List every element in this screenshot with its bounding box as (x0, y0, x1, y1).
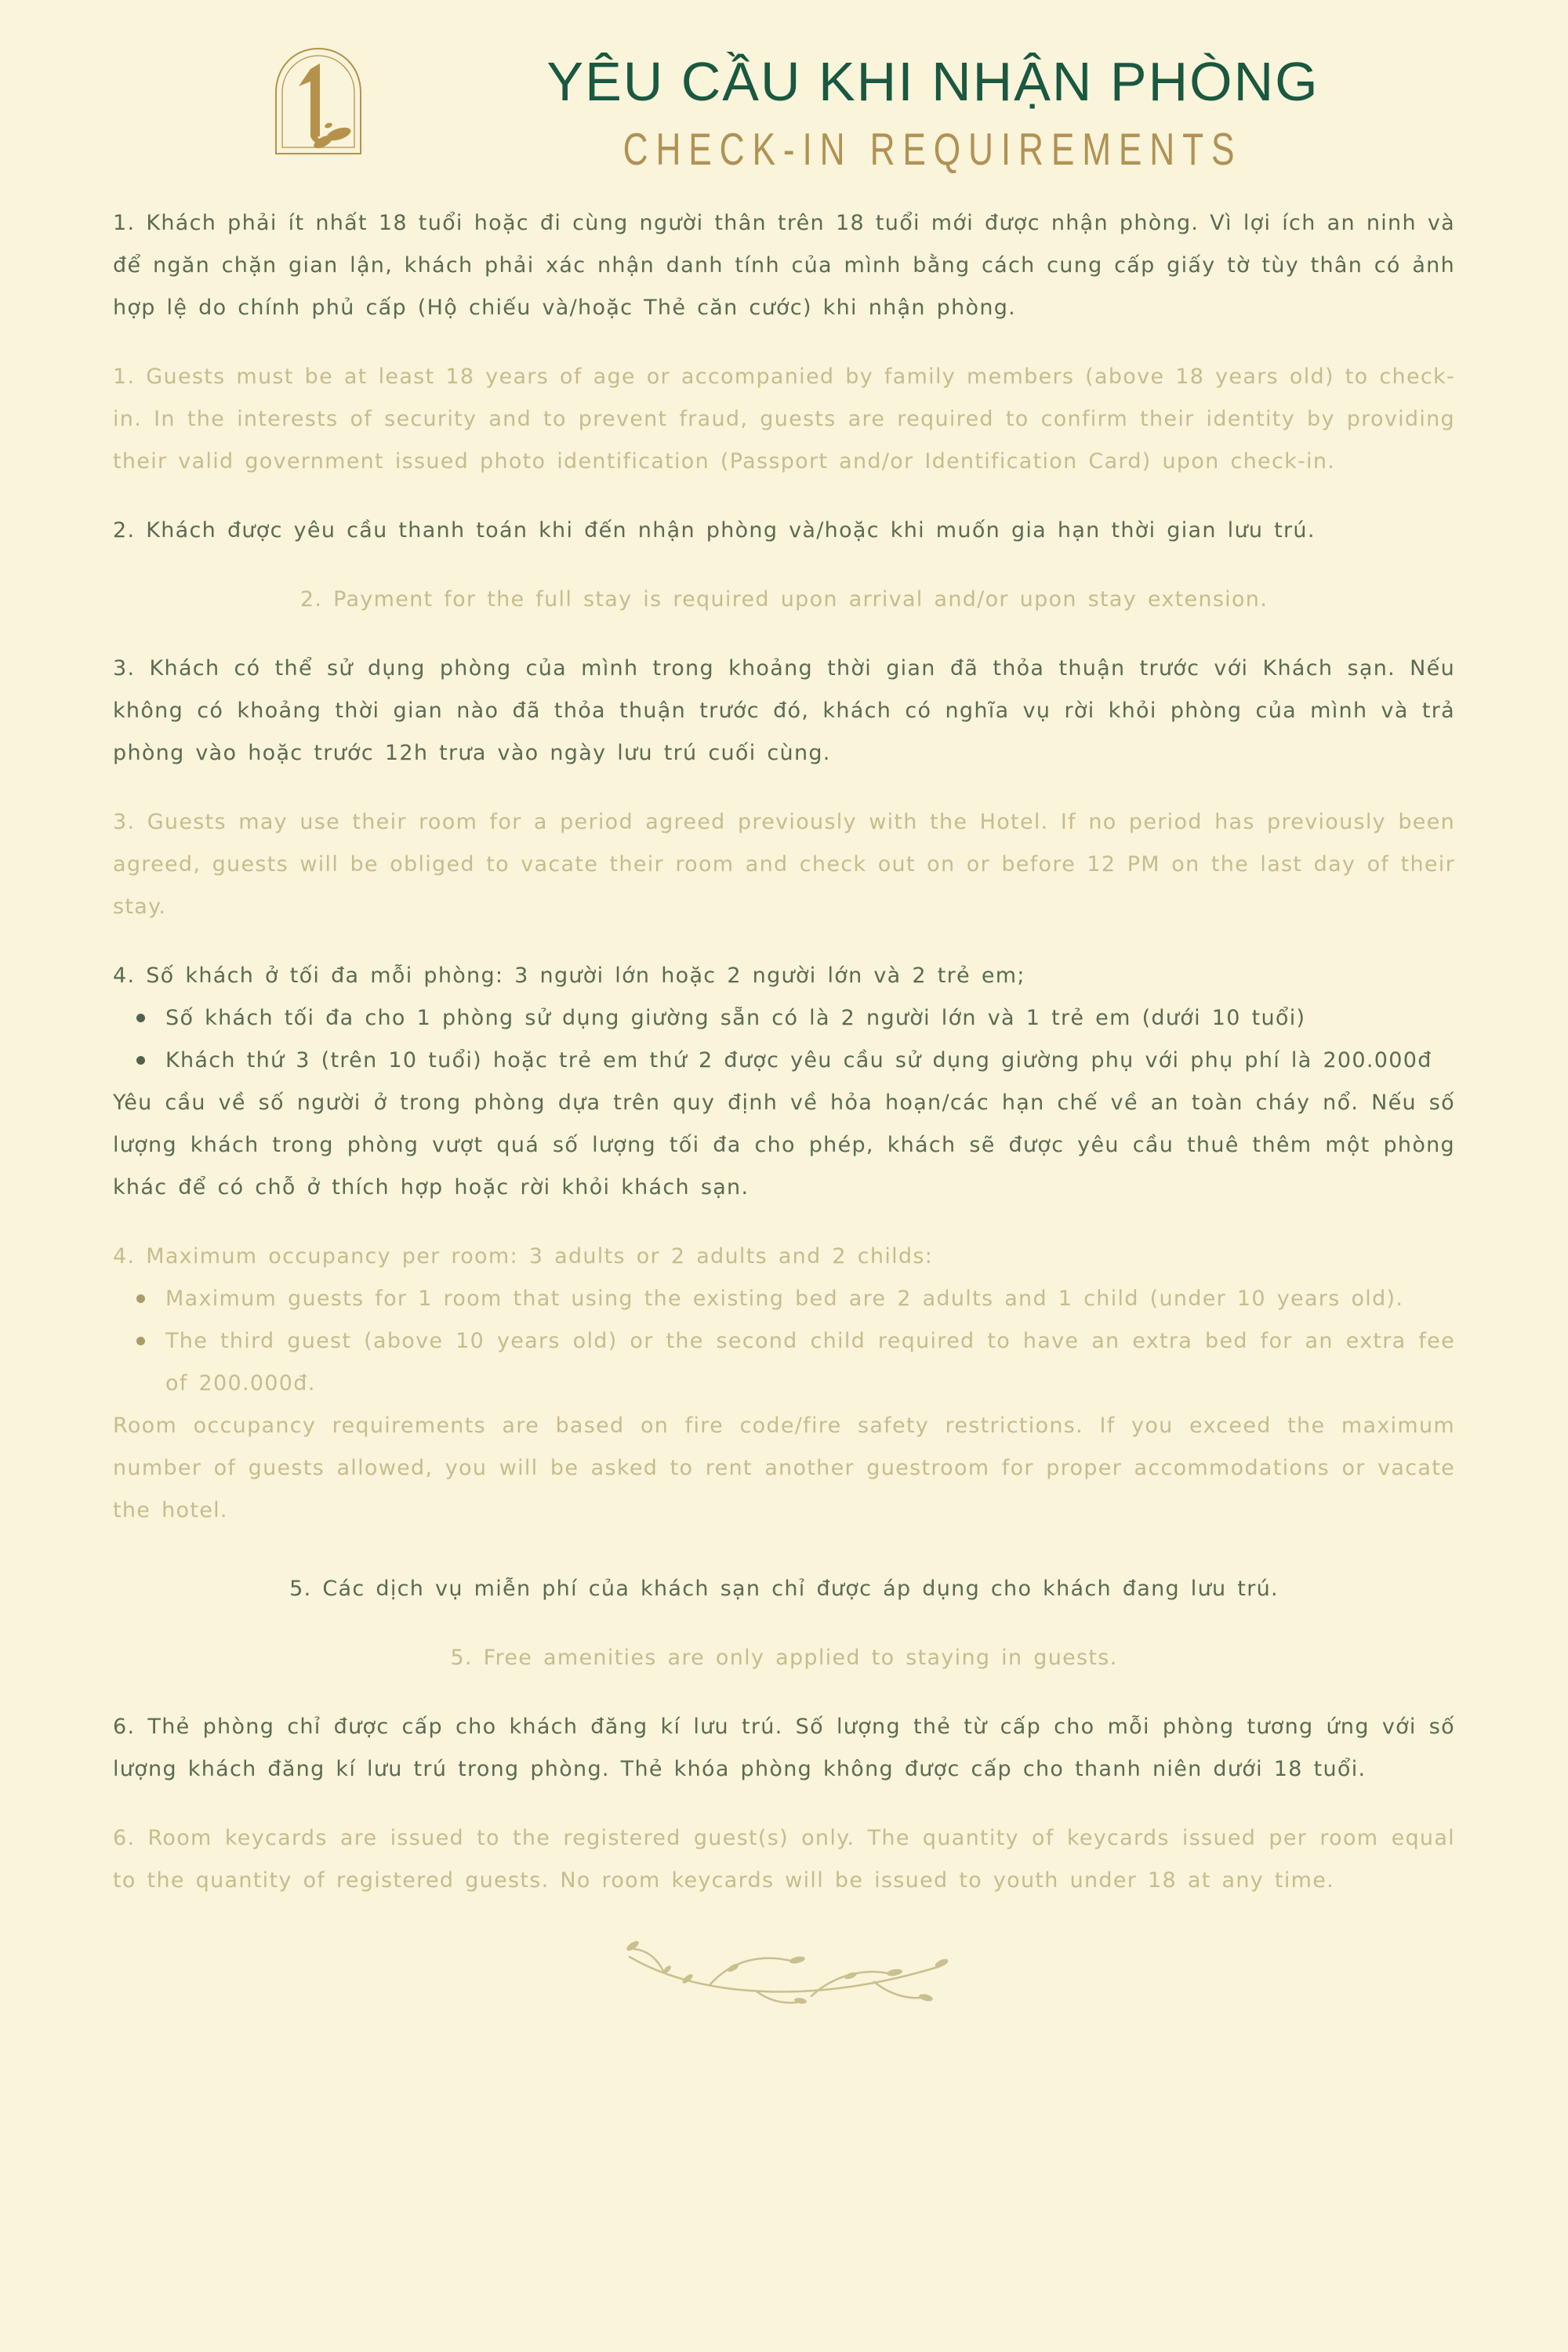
title-block (486, 49, 1380, 175)
list-item (113, 1278, 1455, 1320)
rule-4-vietnamese-note: Yêu cầu về số người ở trong phòng dựa trên quy định về hỏa hoạn/các hạn chế về an toàn cháy nổ. Nếu số lượng khách trong phòng vượt quá số lượng tối đa cho phép, khách sẽ được yêu cầu thuê thêm một phòng khác để có chỗ ở thích hợp hoặc rời khỏi khách sạn. (113, 1091, 1455, 1200)
list-item (113, 1320, 1455, 1405)
bullet-text: Khách thứ 3 (trên 10 tuổi) hoặc trẻ em thứ 2 được yêu cầu sử dụng giường phụ với phụ phí là 200.000đ (165, 1048, 1432, 1073)
bullet-text: The third guest (above 10 years old) or the second child required to have an extra bed for an extra fee of 200.000đ. (165, 1329, 1455, 1396)
document-header (0, 0, 1568, 202)
botanical-branch-icon (615, 1929, 953, 2010)
rule-4-english (113, 1236, 1455, 1532)
rule-4-english-intro: 4. Maximum occupancy per room: 3 adults or 2 adults and 2 childs: (113, 1244, 934, 1269)
rule-6-vietnamese: 6. Thẻ phòng chỉ được cấp cho khách đăng kí lưu trú. Số lượng thẻ từ cấp cho mỗi phòng tương ứng với số lượng khách đăng kí lưu trú trong phòng. Thẻ khóa phòng không được cấp cho thanh niên dưới 18 tuổi. (113, 1715, 1455, 1781)
bullet-dot-icon (136, 1337, 145, 1345)
rules-list (0, 202, 1568, 1902)
rule-3-vietnamese: 3. Khách có thể sử dụng phòng của mình trong khoảng thời gian đã thỏa thuận trước với Khách sạn. Nếu không có khoảng thời gian nào đã thỏa thuận trước đó, khách có nghĩa vụ rời khỏi phòng của mình và trả phòng vào hoặc trước 12h trưa vào ngày lưu trú cuối cùng. (113, 656, 1455, 765)
page-title: YÊU CẦU KHI NHẬN PHÒNG (546, 51, 1319, 112)
rule-5-vietnamese: 5. Các dịch vụ miễn phí của khách sạn chỉ được áp dụng cho khách đang lưu trú. (289, 1577, 1279, 1601)
rule-3-english: 3. Guests may use their room for a period agreed previously with the Hotel. If no period has previously been agreed, guests will be obliged to vacate their room and check out on or before 12 PM on the last day of their stay. (113, 810, 1455, 919)
rule-4-vietnamese (113, 955, 1455, 1209)
bullet-dot-icon (136, 1294, 145, 1303)
list-item (113, 1040, 1455, 1082)
bullet-text: Maximum guests for 1 room that using the existing bed are 2 adults and 1 child (under 10 years old). (165, 1287, 1404, 1311)
rule-6-english: 6. Room keycards are issued to the registered guest(s) only. The quantity of keycards issued per room equal to the quantity of registered guests. No room keycards will be issued to youth under 18 at any time. (113, 1826, 1455, 1893)
bullet-dot-icon (136, 1014, 145, 1022)
rule-2-english: 2. Payment for the full stay is required upon arrival and/or upon stay extension. (299, 587, 1269, 612)
rule-2-vietnamese: 2. Khách được yêu cầu thanh toán khi đến nhận phòng và/hoặc khi muốn gia hạn thời gian lưu trú. (113, 518, 1316, 543)
bullet-dot-icon (136, 1056, 145, 1065)
l-monogram-arch-icon (270, 42, 367, 158)
rule-1-vietnamese: 1. Khách phải ít nhất 18 tuổi hoặc đi cùng người thân trên 18 tuổi mới được nhận phòng. Vì lợi ích an ninh và để ngăn chặn gian lận, khách phải xác nhận danh tính của mình bằng cách cung cấp giấy tờ tùy thân có ảnh hợp lệ do chính phủ cấp (Hộ chiếu và/hoặc Thẻ căn cước) khi nhận phòng. (113, 211, 1455, 320)
rule-5-english: 5. Free amenities are only applied to staying in guests. (450, 1646, 1118, 1670)
bullet-text: Số khách tối đa cho 1 phòng sử dụng giường sẵn có là 2 người lớn và 1 trẻ em (dưới 10 tuổi) (165, 1006, 1306, 1030)
rule-1-english: 1. Guests must be at least 18 years of age or accompanied by family members (above 18 years old) to check-in. In the interests of security and to prevent fraud, guests are required to confirm their identity by providing their valid government issued photo identification (Passport and/or Identification Card) upon check-in. (113, 365, 1455, 474)
document-footer (0, 1929, 1568, 2013)
rule-4-english-note: Room occupancy requirements are based on fire code/fire safety restrictions. If you exceed the maximum number of guests allowed, you will be asked to rent another guestroom for proper accommodations or vacate the hotel. (113, 1414, 1455, 1523)
page-subtitle: CHECK-IN REQUIREMENTS (623, 125, 1243, 175)
rule-4-vietnamese-bullets (113, 997, 1455, 1082)
hotel-logo (270, 42, 367, 158)
rule-4-english-bullets (113, 1278, 1455, 1405)
rule-4-vietnamese-intro: 4. Số khách ở tối đa mỗi phòng: 3 người lớn hoặc 2 người lớn và 2 trẻ em; (113, 964, 1025, 988)
list-item (113, 997, 1455, 1040)
